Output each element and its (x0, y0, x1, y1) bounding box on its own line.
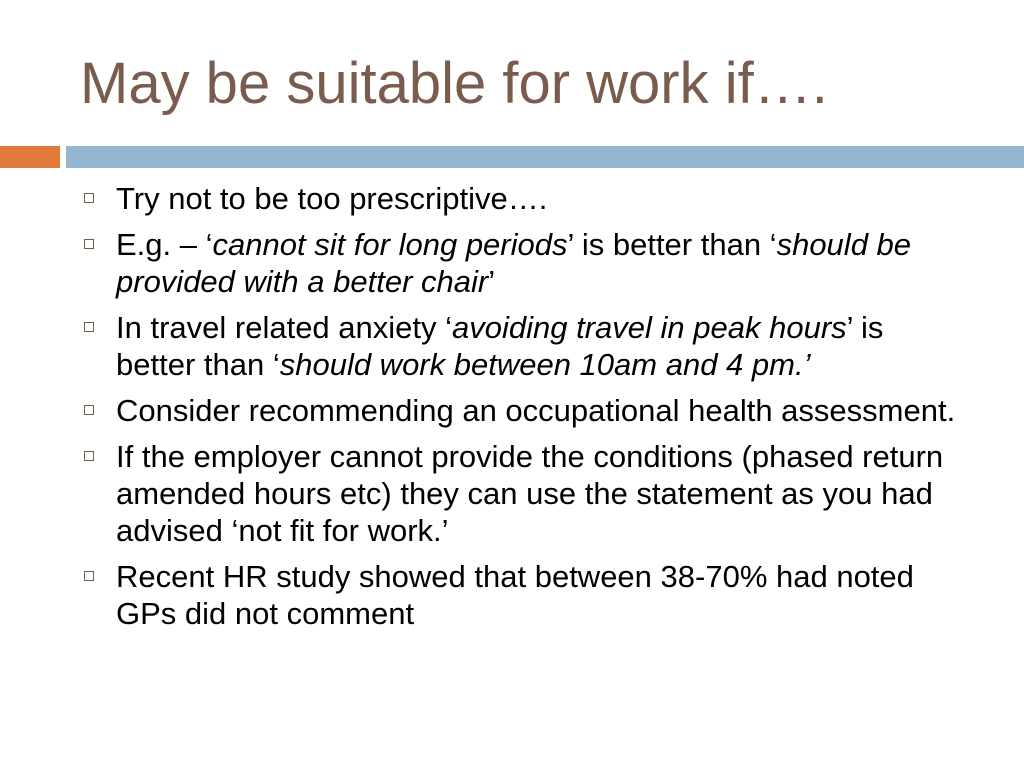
bullet-emphasis: should work between 10am and 4 pm.’ (279, 347, 811, 382)
bullet-text: Consider recommending an occupational health assessment. (116, 393, 956, 428)
bullet-item-6 (80, 558, 960, 632)
bullet-item-2 (80, 226, 960, 300)
bullet-text: If the employer cannot provide the conditions (phased return amended hours etc) they can use the statement as you had advised ‘not fit for work.’ (116, 439, 944, 548)
accent-bar-orange (0, 146, 60, 168)
bullet-emphasis: avoiding travel in peak hours (452, 310, 847, 345)
bullet-emphasis: cannot sit for long periods (212, 227, 568, 262)
bullet-text: Recent HR study showed that between 38-70% had noted GPs did not comment (116, 559, 914, 631)
slide-title: May be suitable for work if…. (80, 51, 828, 116)
bullet-item-3 (80, 309, 960, 383)
bullet-emphasis: should be provided with a better chair (116, 227, 912, 299)
bullet-text-part: In travel related anxiety ‘ (116, 310, 453, 345)
square-bullet-icon (84, 405, 94, 415)
bullet-text-part: ’ (488, 264, 496, 299)
square-bullet-icon (84, 193, 94, 203)
bullet-text-part: ’ is better than ‘ (567, 227, 777, 262)
square-bullet-icon (84, 322, 94, 332)
bullet-text-part: E.g. – ‘ (116, 227, 213, 262)
bullet-item-1 (80, 180, 960, 217)
square-bullet-icon (84, 451, 94, 461)
bullet-item-5 (80, 438, 960, 549)
bullet-item-4 (80, 392, 960, 429)
square-bullet-icon (84, 239, 94, 249)
accent-bar-blue (66, 146, 1024, 168)
bullet-text-part: ’ is better than ‘ (116, 310, 884, 382)
bullet-text: Try not to be too prescriptive…. (116, 181, 548, 216)
square-bullet-icon (84, 571, 94, 581)
bullet-list (80, 180, 960, 641)
